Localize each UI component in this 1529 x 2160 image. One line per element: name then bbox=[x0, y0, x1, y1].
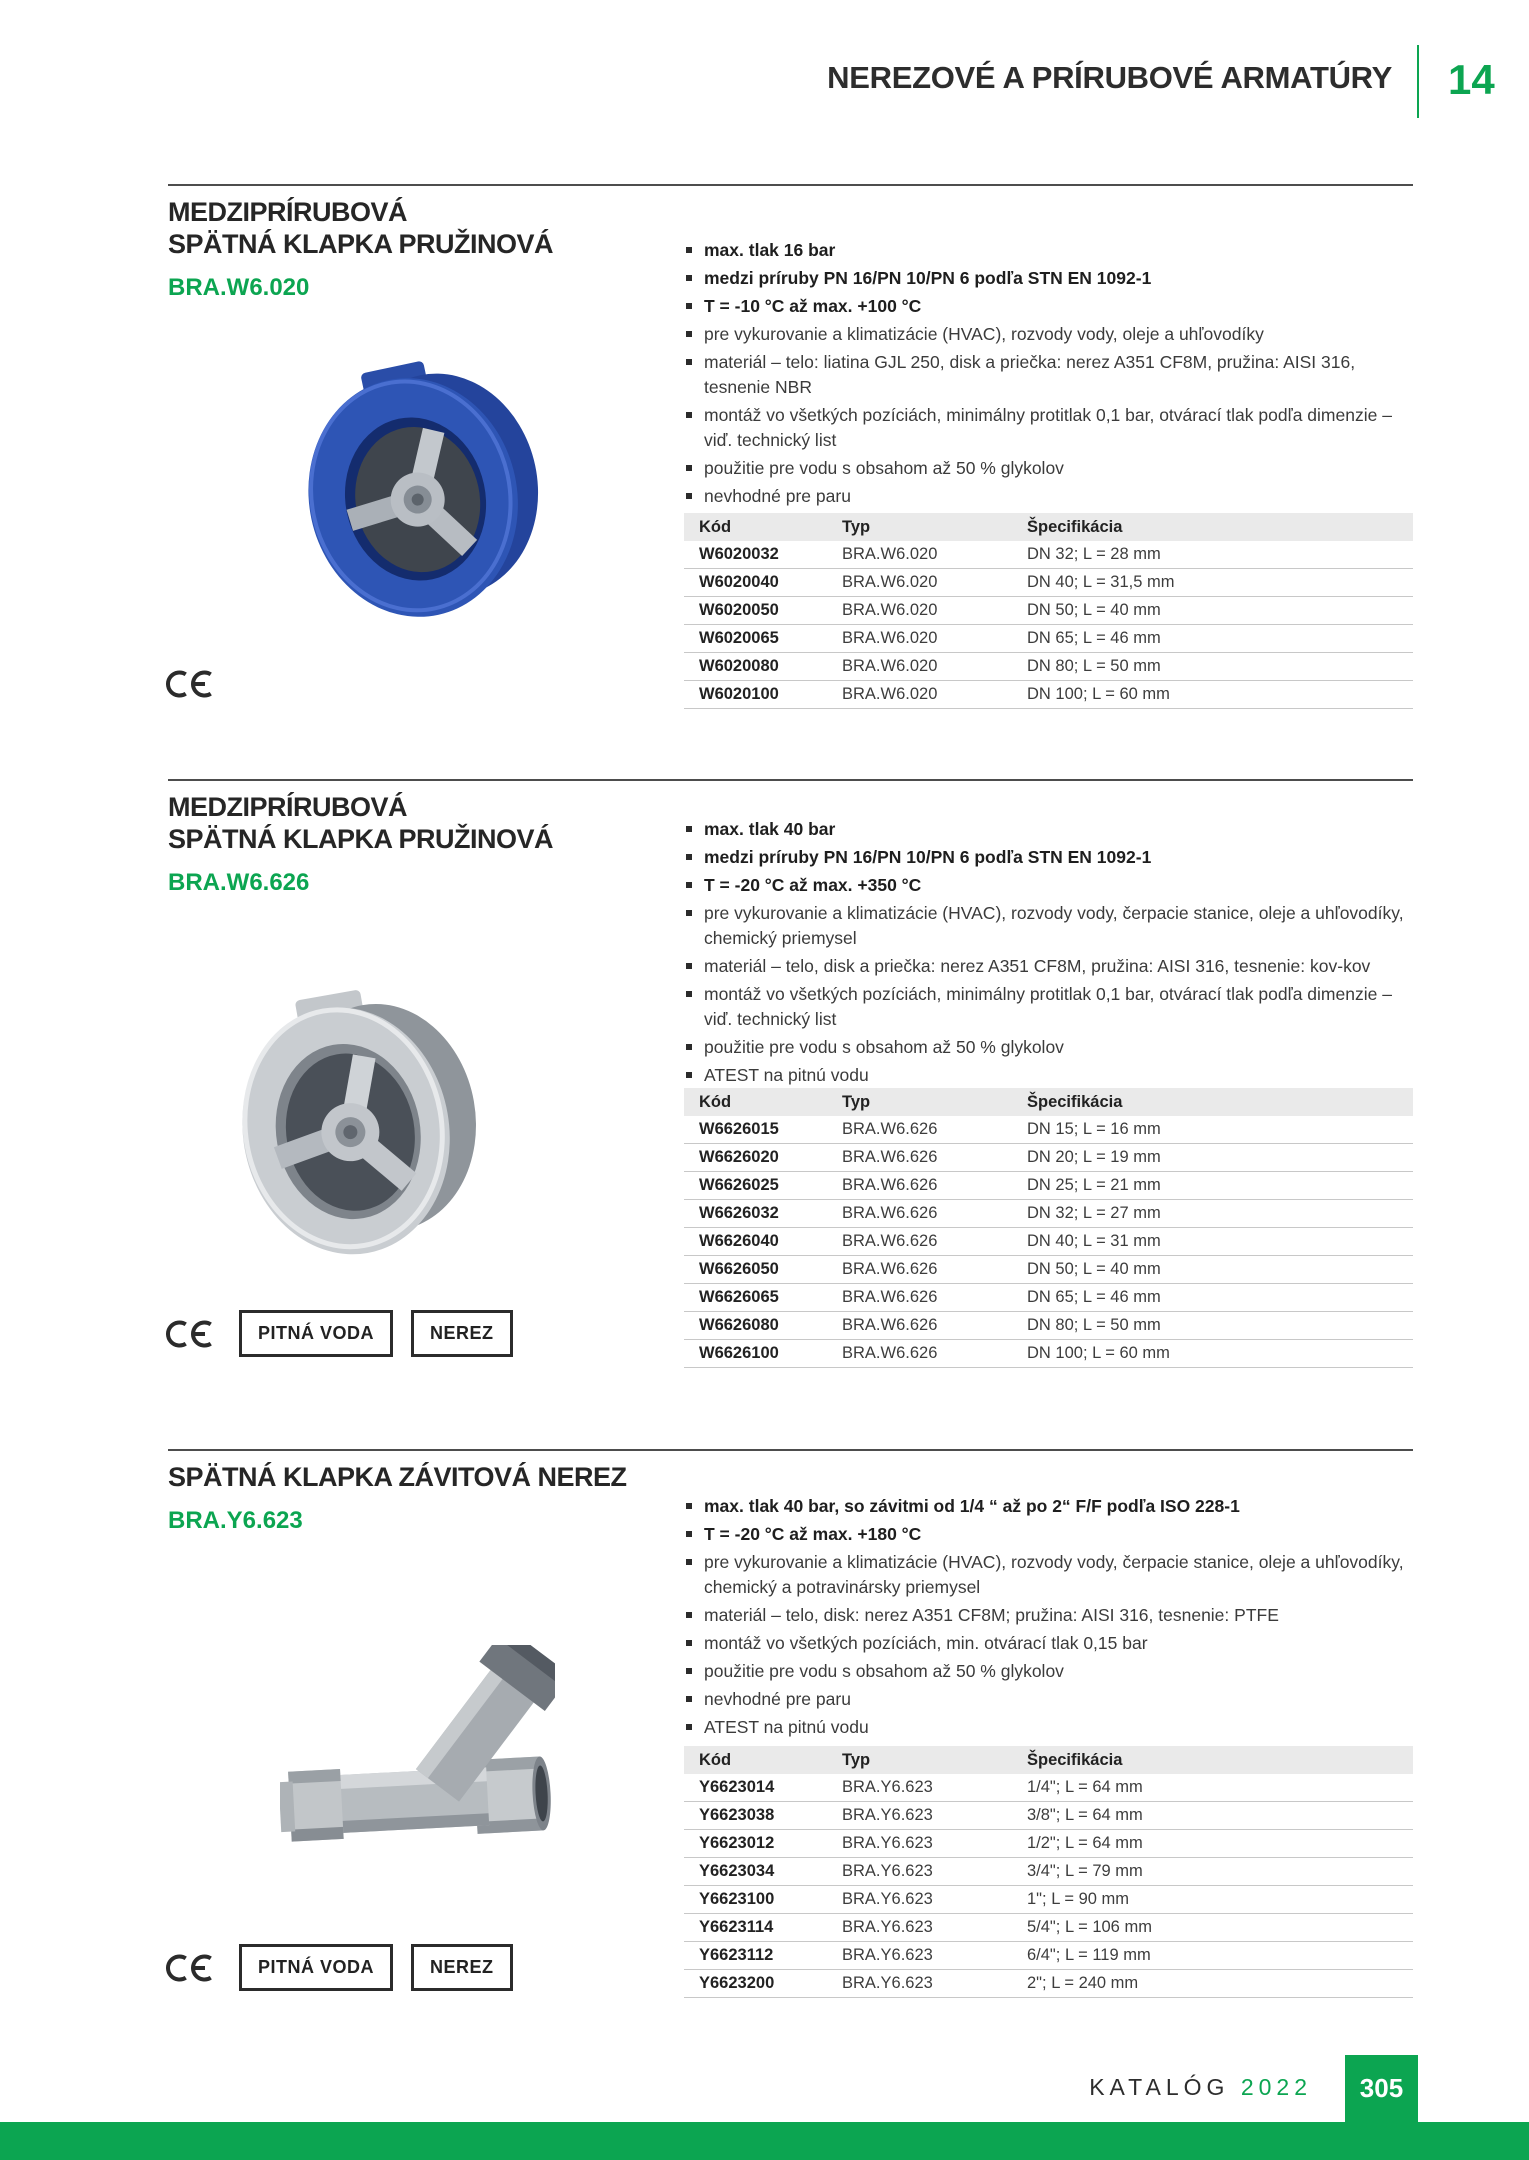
table-header-spec: Špecifikácia bbox=[1027, 1750, 1123, 1769]
table-body bbox=[684, 541, 1413, 709]
cell-code: W6020065 bbox=[699, 629, 779, 647]
cell-type: BRA.Y6.623 bbox=[842, 1890, 933, 1908]
certification-badge: NEREZ bbox=[411, 1310, 513, 1357]
cell-code: W6626040 bbox=[699, 1232, 779, 1250]
product-info bbox=[168, 791, 668, 897]
cell-spec: DN 65; L = 46 mm bbox=[1027, 629, 1161, 647]
table-header-code: Kód bbox=[699, 517, 732, 536]
cell-code: Y6623100 bbox=[699, 1890, 775, 1908]
footer-catalog-label bbox=[1089, 2074, 1312, 2101]
cell-type: BRA.W6.626 bbox=[842, 1344, 938, 1362]
cell-code: W6626065 bbox=[699, 1288, 779, 1306]
cell-type: BRA.W6.020 bbox=[842, 629, 938, 647]
cell-spec: 3/8"; L = 64 mm bbox=[1027, 1806, 1143, 1824]
cell-type: BRA.Y6.623 bbox=[842, 1778, 933, 1796]
cell-spec: DN 25; L = 21 mm bbox=[1027, 1176, 1161, 1194]
feature-bullet: pre vykurovanie a klimatizácie (HVAC), rozvody vody, čerpacie stanice, oleje a uhľovodíky, chemický priemysel bbox=[684, 901, 1413, 951]
chapter-divider-line bbox=[1417, 45, 1419, 118]
table-row bbox=[684, 1200, 1413, 1228]
table-header-spec: Špecifikácia bbox=[1027, 517, 1123, 536]
table-row bbox=[684, 1914, 1413, 1942]
table-header-spec: Špecifikácia bbox=[1027, 1092, 1123, 1111]
table-header-row bbox=[684, 1088, 1413, 1116]
table-row bbox=[684, 653, 1413, 681]
table-header-row bbox=[684, 513, 1413, 541]
steel-wafer-valve-illustration bbox=[222, 973, 480, 1288]
table-row bbox=[684, 597, 1413, 625]
product-title-line: SPÄTNÁ KLAPKA PRUŽINOVÁ bbox=[168, 229, 554, 259]
ce-mark-icon bbox=[166, 1946, 218, 1990]
cell-type: BRA.Y6.623 bbox=[842, 1806, 933, 1824]
feature-bullet: T = -10 °C až max. +100 °C bbox=[684, 294, 1413, 319]
certification-badge: NEREZ bbox=[411, 1944, 513, 1991]
badge-list bbox=[239, 1310, 513, 1357]
cell-type: BRA.W6.626 bbox=[842, 1316, 938, 1334]
table-row bbox=[684, 1774, 1413, 1802]
product-photo-blue-wafer-check-valve bbox=[295, 350, 545, 642]
spec-table bbox=[684, 1088, 1413, 1368]
feature-bullet: použitie pre vodu s obsahom až 50 % glykolov bbox=[684, 1659, 1413, 1684]
section-divider bbox=[168, 1449, 1413, 1451]
page-number: 305 bbox=[1359, 2073, 1404, 2103]
feature-bullet: montáž vo všetkých pozíciách, minimálny protitlak 0,1 bar, otvárací tlak podľa dimenzie – viď. technický list bbox=[684, 982, 1413, 1032]
feature-bullet: ATEST na pitnú vodu bbox=[684, 1715, 1413, 1740]
feature-bullet: nevhodné pre paru bbox=[684, 484, 1413, 509]
cell-type: BRA.W6.020 bbox=[842, 601, 938, 619]
table-header-code: Kód bbox=[699, 1750, 732, 1769]
table-row bbox=[684, 1340, 1413, 1368]
feature-bullet: nevhodné pre paru bbox=[684, 1687, 1413, 1712]
table-row bbox=[684, 1284, 1413, 1312]
table-row bbox=[684, 1172, 1413, 1200]
cell-code: Y6623200 bbox=[699, 1974, 775, 1992]
ce-mark-icon bbox=[166, 662, 218, 706]
feature-list bbox=[684, 238, 1413, 512]
certifications bbox=[166, 1310, 513, 1357]
product-photo-stainless-wafer-check-valve bbox=[222, 973, 480, 1288]
ce-mark-icon bbox=[166, 1312, 218, 1356]
feature-bullet: max. tlak 40 bar bbox=[684, 817, 1413, 842]
cell-spec: 6/4"; L = 119 mm bbox=[1027, 1946, 1151, 1964]
table-row bbox=[684, 1256, 1413, 1284]
blue-wafer-valve-illustration bbox=[295, 350, 545, 642]
cell-code: W6020032 bbox=[699, 545, 779, 563]
feature-bullet: materiál – telo, disk: nerez A351 CF8M; pružina: AISI 316, tesnenie: PTFE bbox=[684, 1603, 1413, 1628]
cell-code: W6020050 bbox=[699, 601, 779, 619]
cell-type: BRA.W6.626 bbox=[842, 1204, 938, 1222]
cell-spec: DN 100; L = 60 mm bbox=[1027, 685, 1170, 703]
cell-spec: DN 40; L = 31,5 mm bbox=[1027, 573, 1175, 591]
cell-code: W6626080 bbox=[699, 1316, 779, 1334]
cell-spec: DN 20; L = 19 mm bbox=[1027, 1148, 1161, 1166]
table-row bbox=[684, 1312, 1413, 1340]
feature-bullet: pre vykurovanie a klimatizácie (HVAC), rozvody vody, čerpacie stanice, oleje a uhľovodíky, chemický a potravinársky priemysel bbox=[684, 1550, 1413, 1600]
cell-spec: 1/2"; L = 64 mm bbox=[1027, 1834, 1143, 1852]
cell-spec: DN 50; L = 40 mm bbox=[1027, 601, 1161, 619]
cell-type: BRA.W6.020 bbox=[842, 685, 938, 703]
cell-code: W6626025 bbox=[699, 1176, 779, 1194]
cell-spec: 2"; L = 240 mm bbox=[1027, 1974, 1139, 1992]
cell-code: W6626100 bbox=[699, 1344, 779, 1362]
cell-code: Y6623014 bbox=[699, 1778, 775, 1796]
product-photo-threaded-y-check-valve bbox=[280, 1645, 555, 1890]
cell-type: BRA.W6.626 bbox=[842, 1148, 938, 1166]
cell-spec: DN 32; L = 27 mm bbox=[1027, 1204, 1161, 1222]
table-row bbox=[684, 1802, 1413, 1830]
table-header-code: Kód bbox=[699, 1092, 732, 1111]
certifications bbox=[166, 1944, 513, 1991]
product-section-bra-y6623 bbox=[0, 1449, 1529, 2009]
certifications bbox=[166, 660, 239, 707]
product-section-bra-w6020 bbox=[0, 184, 1529, 744]
cell-type: BRA.W6.626 bbox=[842, 1260, 938, 1278]
table-row bbox=[684, 1228, 1413, 1256]
spec-table bbox=[684, 513, 1413, 709]
feature-bullet: ATEST na pitnú vodu bbox=[684, 1063, 1413, 1088]
table-row bbox=[684, 1886, 1413, 1914]
product-title-line: SPÄTNÁ KLAPKA ZÁVITOVÁ NEREZ bbox=[168, 1462, 627, 1492]
feature-bullet: T = -20 °C až max. +180 °C bbox=[684, 1522, 1413, 1547]
cell-type: BRA.W6.626 bbox=[842, 1120, 938, 1138]
feature-bullet: medzi príruby PN 16/PN 10/PN 6 podľa STN EN 1092-1 bbox=[684, 845, 1413, 870]
product-title-line: MEDZIPRÍRUBOVÁ bbox=[168, 197, 408, 227]
table-row bbox=[684, 625, 1413, 653]
feature-bullet: montáž vo všetkých pozíciách, minimálny protitlak 0,1 bar, otvárací tlak podľa dimenzie – viď. technický list bbox=[684, 403, 1413, 453]
cell-code: W6626020 bbox=[699, 1148, 779, 1166]
table-body bbox=[684, 1774, 1413, 1998]
feature-bullet: použitie pre vodu s obsahom až 50 % glykolov bbox=[684, 1035, 1413, 1060]
product-info bbox=[168, 196, 668, 302]
cell-code: W6626050 bbox=[699, 1260, 779, 1278]
cell-code: Y6623114 bbox=[699, 1918, 774, 1936]
product-title bbox=[168, 791, 668, 855]
cell-spec: DN 50; L = 40 mm bbox=[1027, 1260, 1161, 1278]
cell-spec: DN 100; L = 60 mm bbox=[1027, 1344, 1170, 1362]
table-body bbox=[684, 1116, 1413, 1368]
table-row bbox=[684, 1144, 1413, 1172]
table-row bbox=[684, 541, 1413, 569]
cell-code: Y6623034 bbox=[699, 1862, 775, 1880]
cell-type: BRA.W6.626 bbox=[842, 1232, 938, 1250]
cell-code: W6626032 bbox=[699, 1204, 779, 1222]
cell-type: BRA.W6.020 bbox=[842, 657, 938, 675]
cell-spec: 1/4"; L = 64 mm bbox=[1027, 1778, 1143, 1796]
cell-code: Y6623038 bbox=[699, 1806, 775, 1824]
certification-badge: PITNÁ VODA bbox=[239, 1944, 393, 1991]
product-title bbox=[168, 1461, 668, 1493]
table-row bbox=[684, 681, 1413, 709]
table-row bbox=[684, 569, 1413, 597]
cell-type: BRA.Y6.623 bbox=[842, 1946, 933, 1964]
cell-spec: DN 40; L = 31 mm bbox=[1027, 1232, 1161, 1250]
feature-bullet: max. tlak 16 bar bbox=[684, 238, 1413, 263]
cell-spec: DN 15; L = 16 mm bbox=[1027, 1120, 1161, 1138]
cell-type: BRA.Y6.623 bbox=[842, 1834, 933, 1852]
product-title-line: MEDZIPRÍRUBOVÁ bbox=[168, 792, 408, 822]
cell-code: W6020100 bbox=[699, 685, 779, 703]
badge-list bbox=[239, 1944, 513, 1991]
table-row bbox=[684, 1858, 1413, 1886]
table-row bbox=[684, 1830, 1413, 1858]
product-section-bra-w6626 bbox=[0, 779, 1529, 1369]
feature-bullet: montáž vo všetkých pozíciách, min. otvárací tlak 0,15 bar bbox=[684, 1631, 1413, 1656]
feature-bullet: T = -20 °C až max. +350 °C bbox=[684, 873, 1413, 898]
feature-list bbox=[684, 1494, 1413, 1743]
table-header-row bbox=[684, 1746, 1413, 1774]
cell-spec: DN 80; L = 50 mm bbox=[1027, 1316, 1161, 1334]
footer-accent-bar bbox=[0, 2122, 1529, 2160]
feature-bullet: materiál – telo, disk a priečka: nerez A351 CF8M, pružina: AISI 316, tesnenie: kov-kov bbox=[684, 954, 1413, 979]
product-code: BRA.W6.020 bbox=[168, 274, 310, 301]
y-valve-illustration bbox=[280, 1645, 555, 1890]
cell-type: BRA.W6.626 bbox=[842, 1288, 938, 1306]
table-row bbox=[684, 1942, 1413, 1970]
feature-bullet: pre vykurovanie a klimatizácie (HVAC), rozvody vody, oleje a uhľovodíky bbox=[684, 322, 1413, 347]
cell-code: Y6623012 bbox=[699, 1834, 775, 1852]
chapter-number: 14 bbox=[1448, 56, 1495, 103]
page-title: NEREZOVÉ A PRÍRUBOVÉ ARMATÚRY bbox=[827, 60, 1392, 95]
spec-table bbox=[684, 1746, 1413, 1998]
cell-code: W6626015 bbox=[699, 1120, 779, 1138]
cell-spec: DN 32; L = 28 mm bbox=[1027, 545, 1161, 563]
section-divider bbox=[168, 779, 1413, 781]
catalog-year: 2022 bbox=[1240, 2074, 1312, 2100]
cell-code: Y6623112 bbox=[699, 1946, 774, 1964]
table-row bbox=[684, 1970, 1413, 1998]
cell-code: W6020040 bbox=[699, 573, 779, 591]
feature-bullet: materiál – telo: liatina GJL 250, disk a priečka: nerez A351 CF8M, pružina: AISI 316, tesnenie NBR bbox=[684, 350, 1413, 400]
feature-bullet: max. tlak 40 bar, so závitmi od 1/4 “ až po 2“ F/F podľa ISO 228-1 bbox=[684, 1494, 1413, 1519]
feature-bullet: medzi príruby PN 16/PN 10/PN 6 podľa STN EN 1092-1 bbox=[684, 266, 1413, 291]
product-title-line: SPÄTNÁ KLAPKA PRUŽINOVÁ bbox=[168, 824, 554, 854]
cell-type: BRA.W6.626 bbox=[842, 1176, 938, 1194]
page-number-badge bbox=[1345, 2055, 1418, 2122]
table-header-type: Typ bbox=[842, 517, 871, 536]
feature-list bbox=[684, 817, 1413, 1091]
product-code: BRA.W6.626 bbox=[168, 869, 310, 896]
cell-type: BRA.W6.020 bbox=[842, 573, 938, 591]
cell-spec: DN 65; L = 46 mm bbox=[1027, 1288, 1161, 1306]
certification-badge: PITNÁ VODA bbox=[239, 1310, 393, 1357]
section-divider bbox=[168, 184, 1413, 186]
cell-spec: DN 80; L = 50 mm bbox=[1027, 657, 1161, 675]
cell-spec: 5/4"; L = 106 mm bbox=[1027, 1918, 1152, 1936]
cell-type: BRA.Y6.623 bbox=[842, 1862, 933, 1880]
cell-spec: 3/4"; L = 79 mm bbox=[1027, 1862, 1143, 1880]
cell-type: BRA.Y6.623 bbox=[842, 1918, 933, 1936]
table-header-type: Typ bbox=[842, 1750, 871, 1769]
feature-bullet: použitie pre vodu s obsahom až 50 % glykolov bbox=[684, 456, 1413, 481]
table-row bbox=[684, 1116, 1413, 1144]
cell-spec: 1"; L = 90 mm bbox=[1027, 1890, 1129, 1908]
catalog-word: KATALÓG bbox=[1089, 2074, 1230, 2100]
cell-type: BRA.W6.020 bbox=[842, 545, 938, 563]
product-info bbox=[168, 1461, 668, 1535]
table-header-type: Typ bbox=[842, 1092, 871, 1111]
cell-type: BRA.Y6.623 bbox=[842, 1974, 933, 1992]
cell-code: W6020080 bbox=[699, 657, 779, 675]
product-title bbox=[168, 196, 668, 260]
product-code: BRA.Y6.623 bbox=[168, 1507, 303, 1534]
